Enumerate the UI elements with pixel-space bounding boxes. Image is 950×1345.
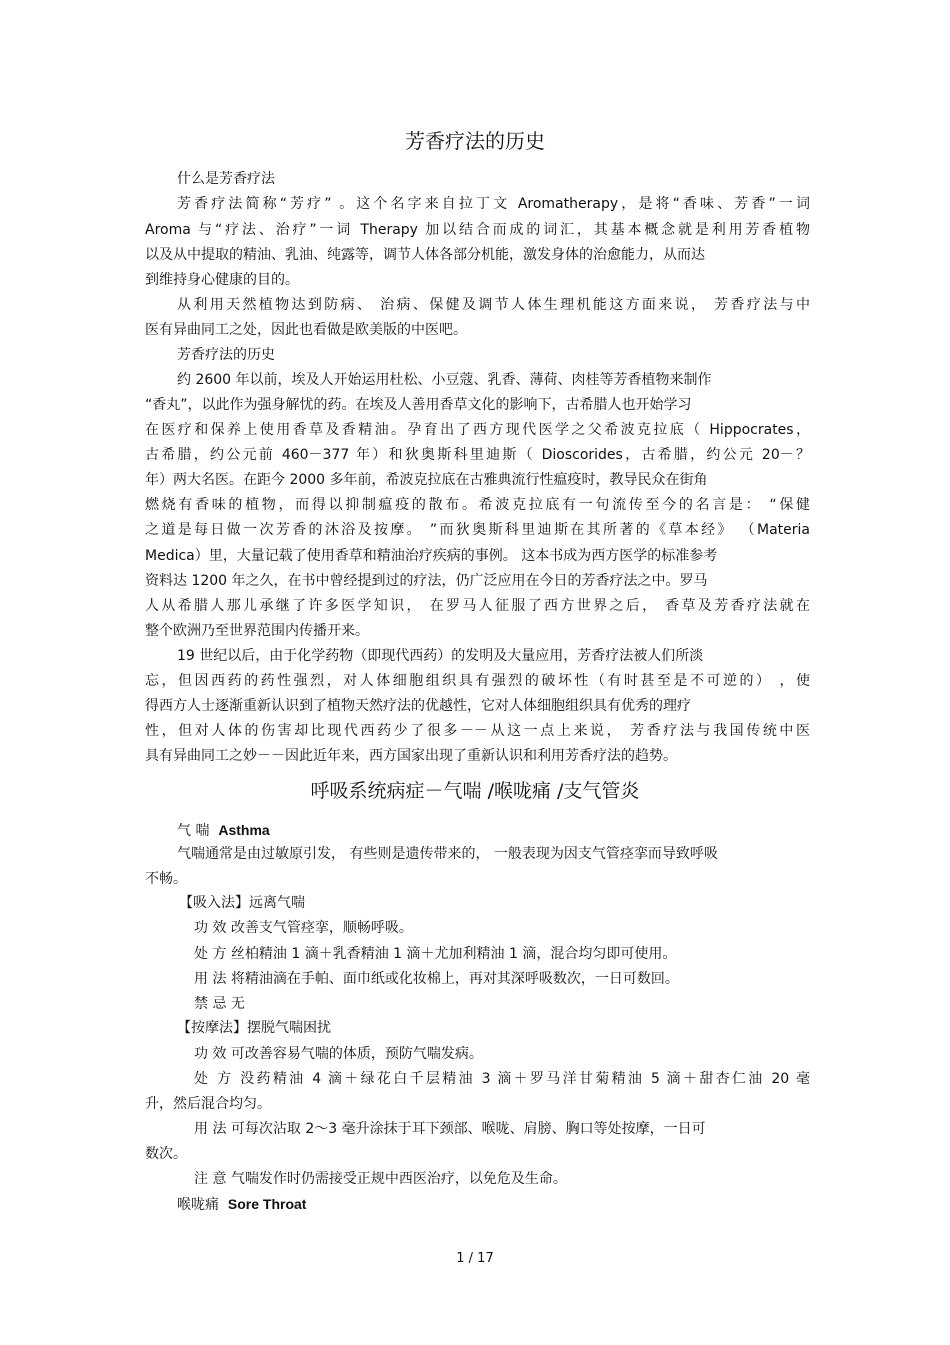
sore-throat-label-en: Sore Throat [227, 1196, 307, 1212]
section-title-respiratory: 呼吸系统病症－气喘 /喉咙痛 /支气管炎 [310, 780, 640, 802]
sore-throat-label-cn: 喉咙痛 [177, 1197, 219, 1213]
massage-effect: 功 效 可改善容易气喘的体质，预防气喘发病。 [194, 1046, 483, 1062]
paragraph-line: 人从希腊人那儿承继了许多医学知识， 在罗马人征服了西方世界之后， 香草及芳香疗法就在 [145, 598, 810, 614]
paragraph-line: “香丸”，以此作为强身解忧的药。在埃及人善用香草文化的影响下，古希腊人也开始学习 [145, 397, 692, 413]
inhalation-recipe: 处 方 丝柏精油 1 滴＋乳香精油 1 滴＋尤加利精油 1 滴，混合均匀即可使用。 [194, 946, 677, 962]
massage-note: 注 意 气喘发作时仍需接受正规中西医治疗，以免危及生命。 [194, 1171, 567, 1187]
paragraph-line: 得西方人士逐渐重新认识到了植物天然疗法的优越性，它对人体细胞组织具有优秀的理疗 [145, 698, 691, 714]
paragraph-line: 到维持身心健康的目的。 [145, 272, 299, 288]
paragraph-line: 忘，但因西药的药性强烈，对人体细胞组织具有强烈的破坏性（有时甚至是不可逆的） ，使 [145, 673, 810, 689]
paragraph-line: 19 世纪以后，由于化学药物（即现代西药）的发明及大量应用，芳香疗法被人们所淡 [177, 648, 704, 664]
paragraph-line: 医有异曲同工之处，因此也看做是欧美版的中医吧。 [145, 322, 467, 338]
paragraph-line: Medica）里，大量记载了使用香草和精油治疗疾病的事例。 这本书成为西方医学的标准参考 [145, 548, 718, 564]
paragraph-line: 年）两大名医。在距今 2000 多年前，希波克拉底在古雅典流行性瘟疫时，教导民众在街角 [145, 472, 708, 488]
inhalation-heading: 【吸入法】远离气喘 [179, 895, 305, 911]
page-number: 1 / 17 [456, 1251, 494, 1266]
inhalation-usage: 用 法 将精油滴在手帕、面巾纸或化妆棉上，再对其深呼吸数次，一日可数回。 [194, 971, 679, 987]
section-heading-what: 什么是芳香疗法 [177, 171, 275, 187]
paragraph-line: 性，但对人体的伤害却比现代西药少了很多－－从这一点上来说， 芳香疗法与我国传统中医 [145, 723, 810, 739]
paragraph-line: 以及从中提取的精油、乳油、纯露等，调节人体各部分机能，激发身体的治愈能力，从而达 [145, 247, 705, 263]
massage-heading: 【按摩法】摆脱气喘困扰 [177, 1020, 331, 1036]
page-title: 芳香疗法的历史 [405, 129, 545, 153]
paragraph-line: Aroma 与“疗法、治疗”一词 Therapy 加以结合而成的词汇，其基本概念就是利用芳香植物 [145, 222, 810, 238]
paragraph-line: 气喘通常是由过敏原引发， 有些则是遗传带来的， 一般表现为因支气管痉挛而导致呼吸 [177, 846, 718, 862]
section-heading-history: 芳香疗法的历史 [177, 347, 275, 363]
asthma-label-cn: 气 喘 [177, 823, 210, 839]
massage-recipe-cont: 升，然后混合均匀。 [145, 1096, 271, 1112]
paragraph-line: 古希腊，约公元前 460－377 年）和狄奥斯科里迪斯（ Dioscorides，古希腊，约公元 20－？ [145, 447, 810, 463]
massage-usage: 用 法 可每次沾取 2～3 毫升涂抹于耳下颈部、喉咙、肩膀、胸口等处按摩，一日可 [194, 1121, 706, 1137]
paragraph-line: 燃烧有香味的植物，而得以抑制瘟疫的散布。希波克拉底有一句流传至今的名言是： “保健 [145, 497, 810, 513]
sore-throat-heading [177, 1196, 810, 1213]
paragraph-line: 从利用天然植物达到防病、 治病、保健及调节人体生理机能这方面来说， 芳香疗法与中 [177, 297, 810, 313]
massage-recipe: 处 方 没药精油 4 滴＋绿花白千层精油 3 滴＋罗马洋甘菊精油 5 滴＋甜杏仁油 20 毫 [194, 1071, 810, 1087]
paragraph-line: 芳香疗法简称“芳疗” 。这个名字来自拉丁文 Aromatherapy，是将“香味、芳香”一词 [177, 196, 810, 212]
massage-usage-cont: 数次。 [145, 1146, 187, 1162]
asthma-label-en: Asthma [218, 822, 270, 838]
inhalation-effect: 功 效 改善支气管痉挛，顺畅呼吸。 [194, 920, 413, 936]
paragraph-line: 之道是每日做一次芳香的沐浴及按摩。 ”而狄奥斯科里迪斯在其所著的《草本经》 （Materia [145, 522, 810, 538]
asthma-heading [177, 822, 810, 839]
paragraph-line: 具有异曲同工之妙－－因此近年来，西方国家出现了重新认识和利用芳香疗法的趋势。 [145, 748, 677, 764]
paragraph-line: 不畅。 [145, 871, 187, 887]
paragraph-line: 在医疗和保养上使用香草及香精油。孕育出了西方现代医学之父希波克拉底（ Hippocrates， [145, 422, 810, 438]
paragraph-line: 整个欧洲乃至世界范围内传播开来。 [145, 623, 369, 639]
paragraph-line: 资料达 1200 年之久，在书中曾经提到过的疗法，仍广泛应用在今日的芳香疗法之中。罗马 [145, 573, 708, 589]
paragraph-line: 约 2600 年以前，埃及人开始运用杜松、小豆蔻、乳香、薄荷、肉桂等芳香植物来制作 [177, 372, 712, 388]
inhalation-contraindication: 禁 忌 无 [194, 996, 245, 1012]
